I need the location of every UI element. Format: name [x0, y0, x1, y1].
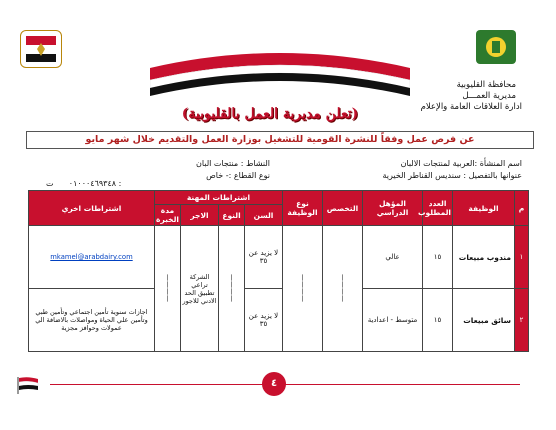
announcement-title: (تعلن مديرية العمل بالقليوبية) — [181, 106, 359, 122]
sector-type: نوع القطاع :- خاص — [206, 171, 270, 180]
page-number: ٤ — [262, 372, 286, 396]
col-other-requirements: اشتراطات اخري — [29, 191, 155, 226]
row-count: ١٥ — [423, 226, 453, 289]
subcol-salary: الاجر — [181, 205, 219, 226]
col-qualification: المؤهل الدراسي — [363, 191, 423, 226]
governorate-name: محافظة القليوبية — [456, 80, 516, 90]
col-job: الوظيفة — [453, 191, 515, 226]
row-num: ١ — [515, 226, 529, 289]
egypt-eagle-emblem — [20, 30, 62, 68]
row-age: لا يزيد عن ٣٥ — [245, 226, 283, 289]
establishment-activity: النشاط : منتجات البان — [195, 159, 270, 168]
row-gender-dash: ———— — [219, 226, 245, 352]
jobs-table — [28, 190, 529, 352]
flag-banner — [150, 40, 410, 96]
row-email-cell — [29, 226, 155, 289]
col-job-type: نوع الوظيفة — [283, 191, 323, 226]
subcol-age: السن — [245, 205, 283, 226]
col-num: م — [515, 191, 529, 226]
announcement-subtitle: عن فرص عمل وفقاً للنشرة القومية للتشغيل بوزارة العمل والتقديم خلال شهر مايو — [26, 131, 534, 149]
department-name: ادارة العلاقات العامة والإعلام — [420, 102, 522, 112]
row-count: ١٥ — [423, 289, 453, 352]
qalyubia-logo — [476, 30, 516, 64]
row-num: ٢ — [515, 289, 529, 352]
establishment-address: عنوانها بالتفصيل : سنديس القناطر الخيرية — [382, 171, 522, 180]
subcol-experience: مدة الخبرة — [156, 206, 179, 225]
table-row — [29, 226, 529, 289]
row-qualification: متوسط - اعدادية — [363, 289, 423, 352]
row-age: لا يزيد عن ٣٥ — [245, 289, 283, 352]
row-experience-dash: ———— — [155, 226, 181, 352]
phone-label: ت : — [46, 179, 122, 188]
row-specialty-dash: ———— — [323, 226, 363, 352]
col-profession-requirements: اشتراطات المهنة — [155, 191, 283, 205]
row-qualification: عالي — [363, 226, 423, 289]
row-job: مندوب مبيعات — [453, 226, 515, 289]
subcol-gender: النوع — [219, 205, 245, 226]
phone-line — [46, 178, 146, 189]
col-specialty: التخصص — [323, 191, 363, 226]
table-row — [29, 289, 529, 352]
row-other-note: اجازات سنوية تأمين اجتماعي وتأمين طبي وتأمين علي الحياة ومواصلات بالاضافة الي عمولات وحوافز مجزية — [29, 289, 155, 352]
row-salary-note: الشركة تراعي تطبيق الحد الادني للاجور — [181, 226, 219, 352]
contact-email-link[interactable]: mkamel@arabdairy.com — [50, 253, 133, 262]
col-count: العدد المطلوب — [423, 191, 453, 226]
phone-number: ٠١٠٠٠٤٦٩٣٤٨ — [68, 179, 117, 188]
row-job-type-dash: ———— — [283, 226, 323, 352]
row-job: سائق مبيعات — [453, 289, 515, 352]
small-egypt-flag-icon — [16, 376, 40, 394]
directorate-name: مديرية العمـــل — [462, 91, 516, 101]
establishment-name: اسم المنشأة :العربية لمنتجات الالبان — [400, 159, 522, 168]
